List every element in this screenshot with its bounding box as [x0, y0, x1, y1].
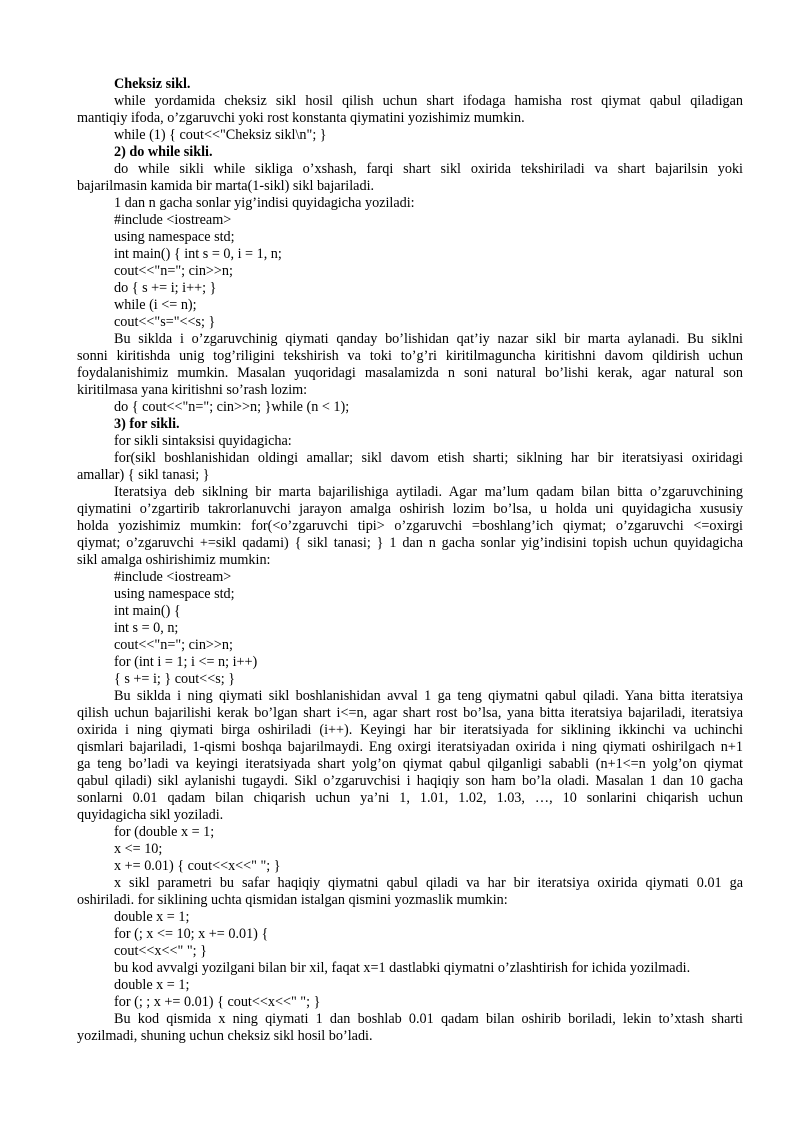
- code-line: cout<<"s="<<s; }: [114, 314, 216, 330]
- heading-for-sikli: 3) for sikli.: [114, 416, 180, 432]
- code-line: int main() { int s = 0, i = 1, n;: [114, 246, 282, 262]
- heading-do-while: 2) do while sikli.: [114, 144, 213, 160]
- code-line: cout<<"n="; cin>>n;: [114, 637, 233, 653]
- paragraph-line: mantiqiy ifoda, o’zgaruvchi yoki rost konstanta qiymatini yozishimiz mumkin.: [77, 110, 525, 126]
- paragraph-line: sonlarni 0.01 qadam bilan chiqarish uchun ya’ni 1, 1.01, 1.02, 1.03, …, 10 sonlarini chiqarish uchun: [77, 790, 743, 806]
- paragraph-line: for(sikl boshlanishidan oldingi amallar; sikl davom etish sharti; siklning har bir iteratsiyasi oxiridagi: [114, 450, 743, 466]
- paragraph-line: qabul qiladi) sikl aylanishi tugaydi. Sikl o’zgaruvchisi i haqiqiy son ham bo’la oladi. Masalan 1 dan 10 gacha: [77, 773, 743, 789]
- paragraph-line: yozilmadi, shuning uchun cheksiz sikl hosil bo’ladi.: [77, 1028, 373, 1044]
- code-line: for (; ; x += 0.01) { cout<<x<<" "; }: [114, 994, 321, 1010]
- paragraph-line: kiritilmasa yana kiritishni so’rash lozim:: [77, 382, 308, 398]
- code-line: x <= 10;: [114, 841, 163, 857]
- paragraph-line: bu kod avvalgi yozilgani bilan bir xil, faqat x=1 dastlabki qiymatni o’zlashtirish for ichida yozilmadi.: [114, 960, 691, 976]
- heading-cheksiz-sikl: Cheksiz sikl.: [114, 76, 191, 92]
- paragraph-line: do while sikli while sikliga o’xshash, farqi shart sikl oxirida tekshiriladi va shart bajarilsin yoki: [114, 161, 743, 177]
- code-line: using namespace std;: [114, 586, 235, 602]
- paragraph-line: qilish uchun bajarilishi kerak bo’lgan shart i<=n, agar shart rost bo’lsa, yana bitta iteratsiya bajariladi, iteratsiya: [77, 705, 743, 721]
- code-line: for (int i = 1; i <= n; i++): [114, 654, 258, 670]
- paragraph-line: quyidagicha sikl yoziladi.: [77, 807, 224, 823]
- paragraph-line: Bu kod qismida x ning qiymati 1 dan boshlab 0.01 qadam bilan oshirib boriladi, lekin to’xtash sharti: [114, 1011, 743, 1027]
- paragraph-line: holda yozishimiz mumkin: for(<o’zgaruvchi tipi> o’zgaruvchi =boshlang’ich qiymat; o’zgaruvchi <=oxirgi: [77, 518, 743, 534]
- code-line: for (; x <= 10; x += 0.01) {: [114, 926, 269, 942]
- paragraph-line: oxirida i ning qiymati birga oshiriladi (i++). Keyingi har bir iteratsiyada for siklining ikkinchi va uchinchi: [77, 722, 743, 738]
- code-line: #include <iostream>: [114, 569, 232, 585]
- paragraph-line: sonni kiritishda unig tog’riligini tekshirish va toki to’g’ri kiritilmaguncha kiritishni davom qildirish uchun: [77, 348, 743, 364]
- code-line: { s += i; } cout<<s; }: [114, 671, 236, 687]
- paragraph-line: ga teng bo’ladi va keyingi iteratsiyada shart yolg’on qiymat qabul qilganligi sababli (n+1<=n yolg’on qiymat: [77, 756, 743, 772]
- paragraph-line: qiymat; o’zgaruvchi +=sikl qadami) { sikl tanasi; } 1 dan n gacha sonlar yig’indisini topish uchun quyidagicha: [77, 535, 743, 551]
- paragraph-line: Bu siklda i o’zgaruvchinig qiymati qanday bo’lishidan qat’iy nazar sikl bir marta aylanadi. Bu siklni: [114, 331, 743, 347]
- paragraph-line: for sikli sintaksisi quyidagicha:: [114, 433, 292, 449]
- code-line: for (double x = 1;: [114, 824, 215, 840]
- paragraph-line: Bu siklda i ning qiymati sikl boshlanishidan avval 1 ga teng qiymatni qabul qiladi. Yana bitta iteratsiya: [114, 688, 743, 704]
- paragraph-line: bajarilmasin kamida bir marta(1-sikl) sikl bajariladi.: [77, 178, 375, 194]
- code-line: double x = 1;: [114, 909, 190, 925]
- paragraph-line: oshiriladi. for siklining uchta qismidan istalgan qismini yozmaslik mumkin:: [77, 892, 508, 908]
- paragraph-line: foydalanishimiz mumkin. Masalan yuqoridagi masalamizda n soni natural bo’lishi kerak, agar natural son: [77, 365, 743, 381]
- code-line: x += 0.01) { cout<<x<<" "; }: [114, 858, 281, 874]
- code-line: int main() {: [114, 603, 181, 619]
- code-line: while (1) { cout<<"Cheksiz sikl\n"; }: [114, 127, 327, 143]
- paragraph-line: 1 dan n gacha sonlar yig’indisi quyidagicha yoziladi:: [114, 195, 415, 211]
- code-line: cout<<x<<" "; }: [114, 943, 207, 959]
- code-line: while (i <= n);: [114, 297, 197, 313]
- code-line: do { s += i; i++; }: [114, 280, 217, 296]
- paragraph-line: qiymatini o’zgartirib takrorlanuvchi jarayon amalga oshirish lozim bo’lsa, u holda uni quyidagicha xususiy: [77, 501, 743, 517]
- code-line: #include <iostream>: [114, 212, 232, 228]
- code-line: cout<<"n="; cin>>n;: [114, 263, 233, 279]
- code-line: double x = 1;: [114, 977, 190, 993]
- code-line: do { cout<<"n="; cin>>n; }while (n < 1);: [114, 399, 350, 415]
- paragraph-line: x sikl parametri bu safar haqiqiy qiymatni qabul qiladi va har bir iteratsiya oxirida qiymati 0.01 ga: [114, 875, 743, 891]
- paragraph-line: sikl amalga oshirishimiz mumkin:: [77, 552, 271, 568]
- code-line: using namespace std;: [114, 229, 235, 245]
- paragraph-line: while yordamida cheksiz sikl hosil qilish uchun shart ifodaga hamisha rost qiymat qabul qiladigan: [114, 93, 743, 109]
- paragraph-line: qismlari bajariladi, 1-qismi boshqa bajarilmaydi. Eng oxirgi iteratsiyadan oxirida i ning qiymati oshirilgach n+1: [77, 739, 743, 755]
- paragraph-line: amallar) { sikl tanasi; }: [77, 467, 210, 483]
- paragraph-line: Iteratsiya deb siklning bir marta bajarilishiga aytiladi. Agar ma’lum qadam bilan bitta o’zgaruvchining: [114, 484, 743, 500]
- code-line: int s = 0, n;: [114, 620, 179, 636]
